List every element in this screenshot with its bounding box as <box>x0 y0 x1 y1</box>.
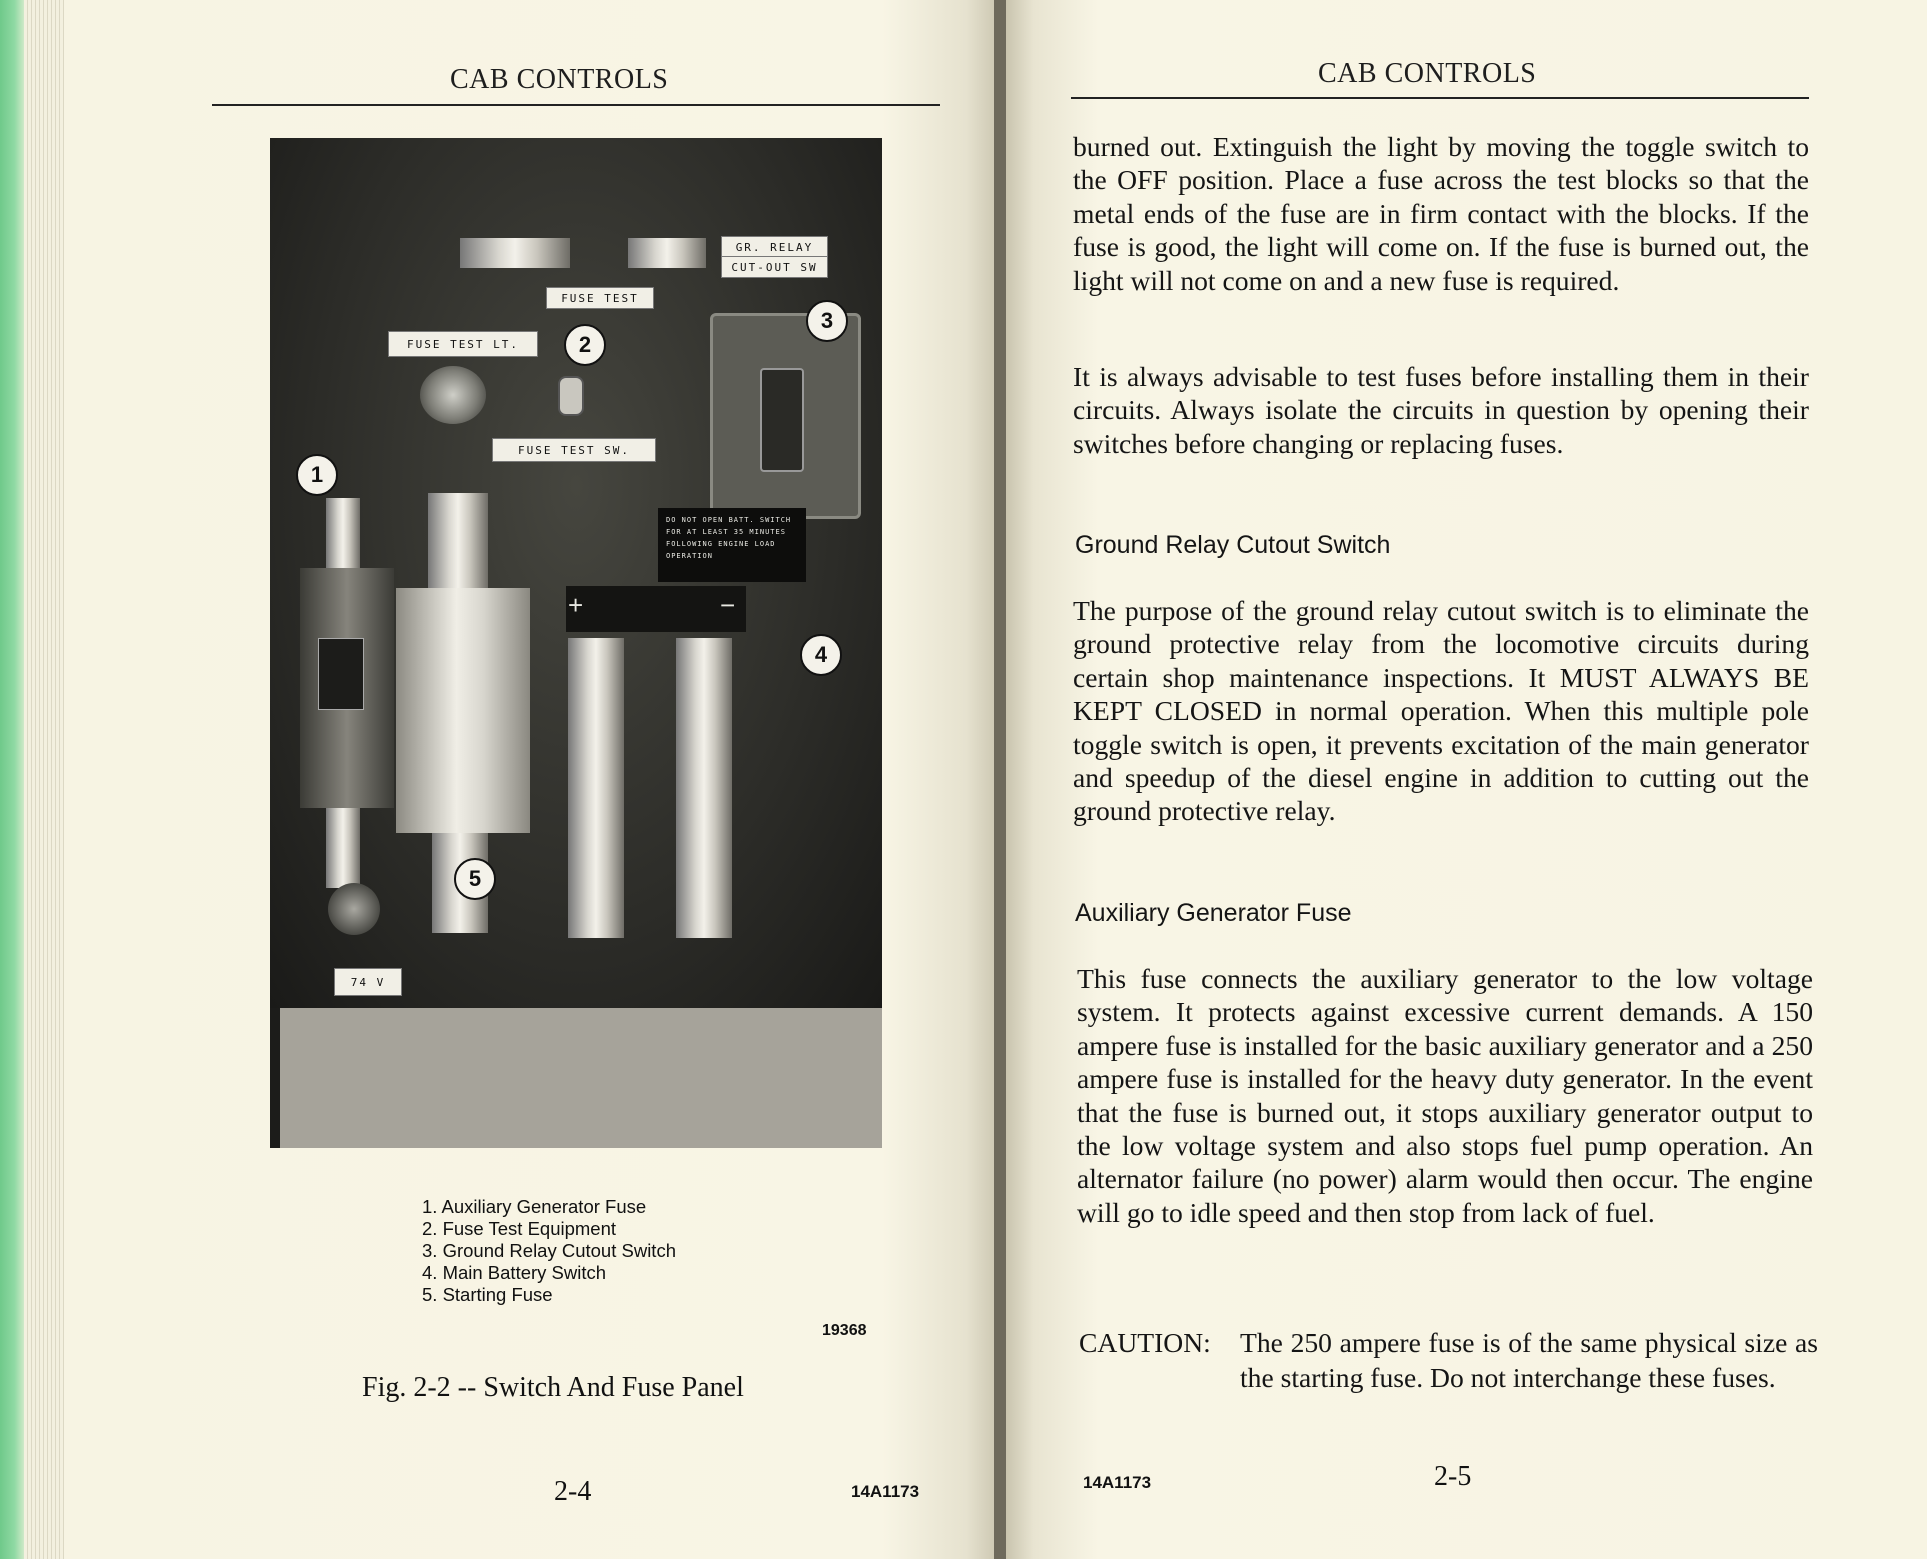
paragraph-fuse-test-continued: burned out. Extinguish the light by moving the toggle switch to the OFF position. Place a fuse across the test blocks so that the metal ends of the fuse are in firm contact with the blocks. If the fuse is good, the light will come on. If the fuse is burned out, the light will not come on and a new fuse is required. <box>1073 131 1809 296</box>
warning-line-2: FOR AT LEAST 35 MINUTES <box>666 528 786 536</box>
doc-number-left: 14A1173 <box>851 1482 920 1501</box>
heading-ground-relay-cutout-switch: Ground Relay Cutout Switch <box>1075 531 1391 559</box>
doc-number-right: 14A1173 <box>1083 1473 1152 1492</box>
buss-fuse-label <box>318 638 364 710</box>
callout-3: 3 <box>806 300 848 342</box>
callout-5: 5 <box>454 858 496 900</box>
warning-line-1: DO NOT OPEN BATT. SWITCH <box>666 516 792 524</box>
fuse-test-light-plate: FUSE TEST LT. <box>388 331 538 357</box>
folio-right: 2-5 <box>1434 1461 1472 1492</box>
caution-text: The 250 ampere fuse is of the same physical size as the starting fuse. Do not interchange these fuses. <box>1240 1327 1818 1393</box>
page-edge-stack <box>24 0 64 1559</box>
legend-item-3: 3. Ground Relay Cutout Switch <box>422 1240 676 1261</box>
battery-switch-bar <box>566 586 746 632</box>
callout-4: 4 <box>800 634 842 676</box>
caution-label: CAUTION: <box>1079 1327 1211 1358</box>
fuse-test-block-left <box>460 238 570 268</box>
terminal-minus: − <box>720 590 736 620</box>
figure-caption: Fig. 2-2 -- Switch And Fuse Panel <box>362 1372 744 1403</box>
terminal-plus: + <box>568 590 584 620</box>
starting-fuse-top-clip <box>428 493 488 593</box>
switch-fuse-panel-photo <box>270 138 882 1148</box>
voltage-plate: 74 V <box>334 968 402 996</box>
ground-relay-toggle <box>760 368 804 472</box>
fuse-test-toggle-switch <box>558 376 584 416</box>
warning-line-3: FOLLOWING ENGINE LOAD <box>666 540 776 548</box>
gr-relay-plate-line1: GR. RELAY <box>721 236 828 258</box>
battery-switch-blade-left <box>568 638 624 938</box>
photo-number: 19368 <box>822 1322 867 1339</box>
fuse-test-block-right <box>628 238 706 268</box>
aux-fuse-bottom-clip <box>326 808 360 888</box>
callout-2: 2 <box>564 324 606 366</box>
aux-fuse-top-clip <box>326 498 360 568</box>
callout-1: 1 <box>296 454 338 496</box>
page-edge-green <box>0 0 24 1559</box>
battery-switch-blade-right <box>676 638 732 938</box>
head-rule-right <box>1071 97 1809 99</box>
heading-auxiliary-generator-fuse: Auxiliary Generator Fuse <box>1075 899 1352 927</box>
paragraph-ground-relay: The purpose of the ground relay cutout switch is to eliminate the ground protective relay from the locomotive circuits during certain shop maintenance inspections. It MUST ALWAYS BE KEPT CLOSED in normal operation. When this multiple pole toggle switch is open, it prevents excitation of the main generator and speedup of the diesel engine in addition to cutting out the ground protective relay. <box>1073 595 1809 827</box>
fuse-test-plate: FUSE TEST <box>546 287 654 309</box>
legend-item-5: 5. Starting Fuse <box>422 1284 553 1305</box>
legend-item-4: 4. Main Battery Switch <box>422 1262 607 1283</box>
paragraph-auxiliary-generator-fuse: This fuse connects the auxiliary generator to the low voltage system. It protects against excessive current demands. A 150 ampere fuse is installed for the basic auxiliary generator and a 250 ampere fuse is installed for the heavy duty generator. In the event that the fuse is burned out, it stops auxiliary generator output to the low voltage system and also stops fuel pump operation. An alternator failure (no power) alarm would then occur. The engine will go to idle speed and then stop from lack of fuel. <box>1077 963 1813 1228</box>
warning-line-4: OPERATION <box>666 552 713 560</box>
photo-panel-bottom <box>280 1008 882 1148</box>
running-head-left: CAB CONTROLS <box>450 64 669 95</box>
book-gutter <box>994 0 1006 1559</box>
legend-item-2: 2. Fuse Test Equipment <box>422 1218 617 1239</box>
battery-warning-plate <box>658 508 806 582</box>
figure-legend <box>422 1196 676 1306</box>
gr-relay-plate-line2: CUT-OUT SW <box>721 256 828 278</box>
running-head-right: CAB CONTROLS <box>1318 58 1537 89</box>
starting-fuse-body <box>396 588 530 833</box>
head-rule-left <box>212 104 940 106</box>
fuse-test-switch-plate: FUSE TEST SW. <box>492 438 656 462</box>
panel-knob <box>328 883 380 935</box>
legend-item-1: 1. Auxiliary Generator Fuse <box>422 1196 647 1217</box>
paragraph-test-advisable: It is always advisable to test fuses before installing them in their circuits. Always isolate the circuits in question by opening their switches before changing or replacing fuses. <box>1073 361 1809 459</box>
fuse-test-light <box>420 366 486 424</box>
folio-left: 2-4 <box>554 1476 592 1507</box>
